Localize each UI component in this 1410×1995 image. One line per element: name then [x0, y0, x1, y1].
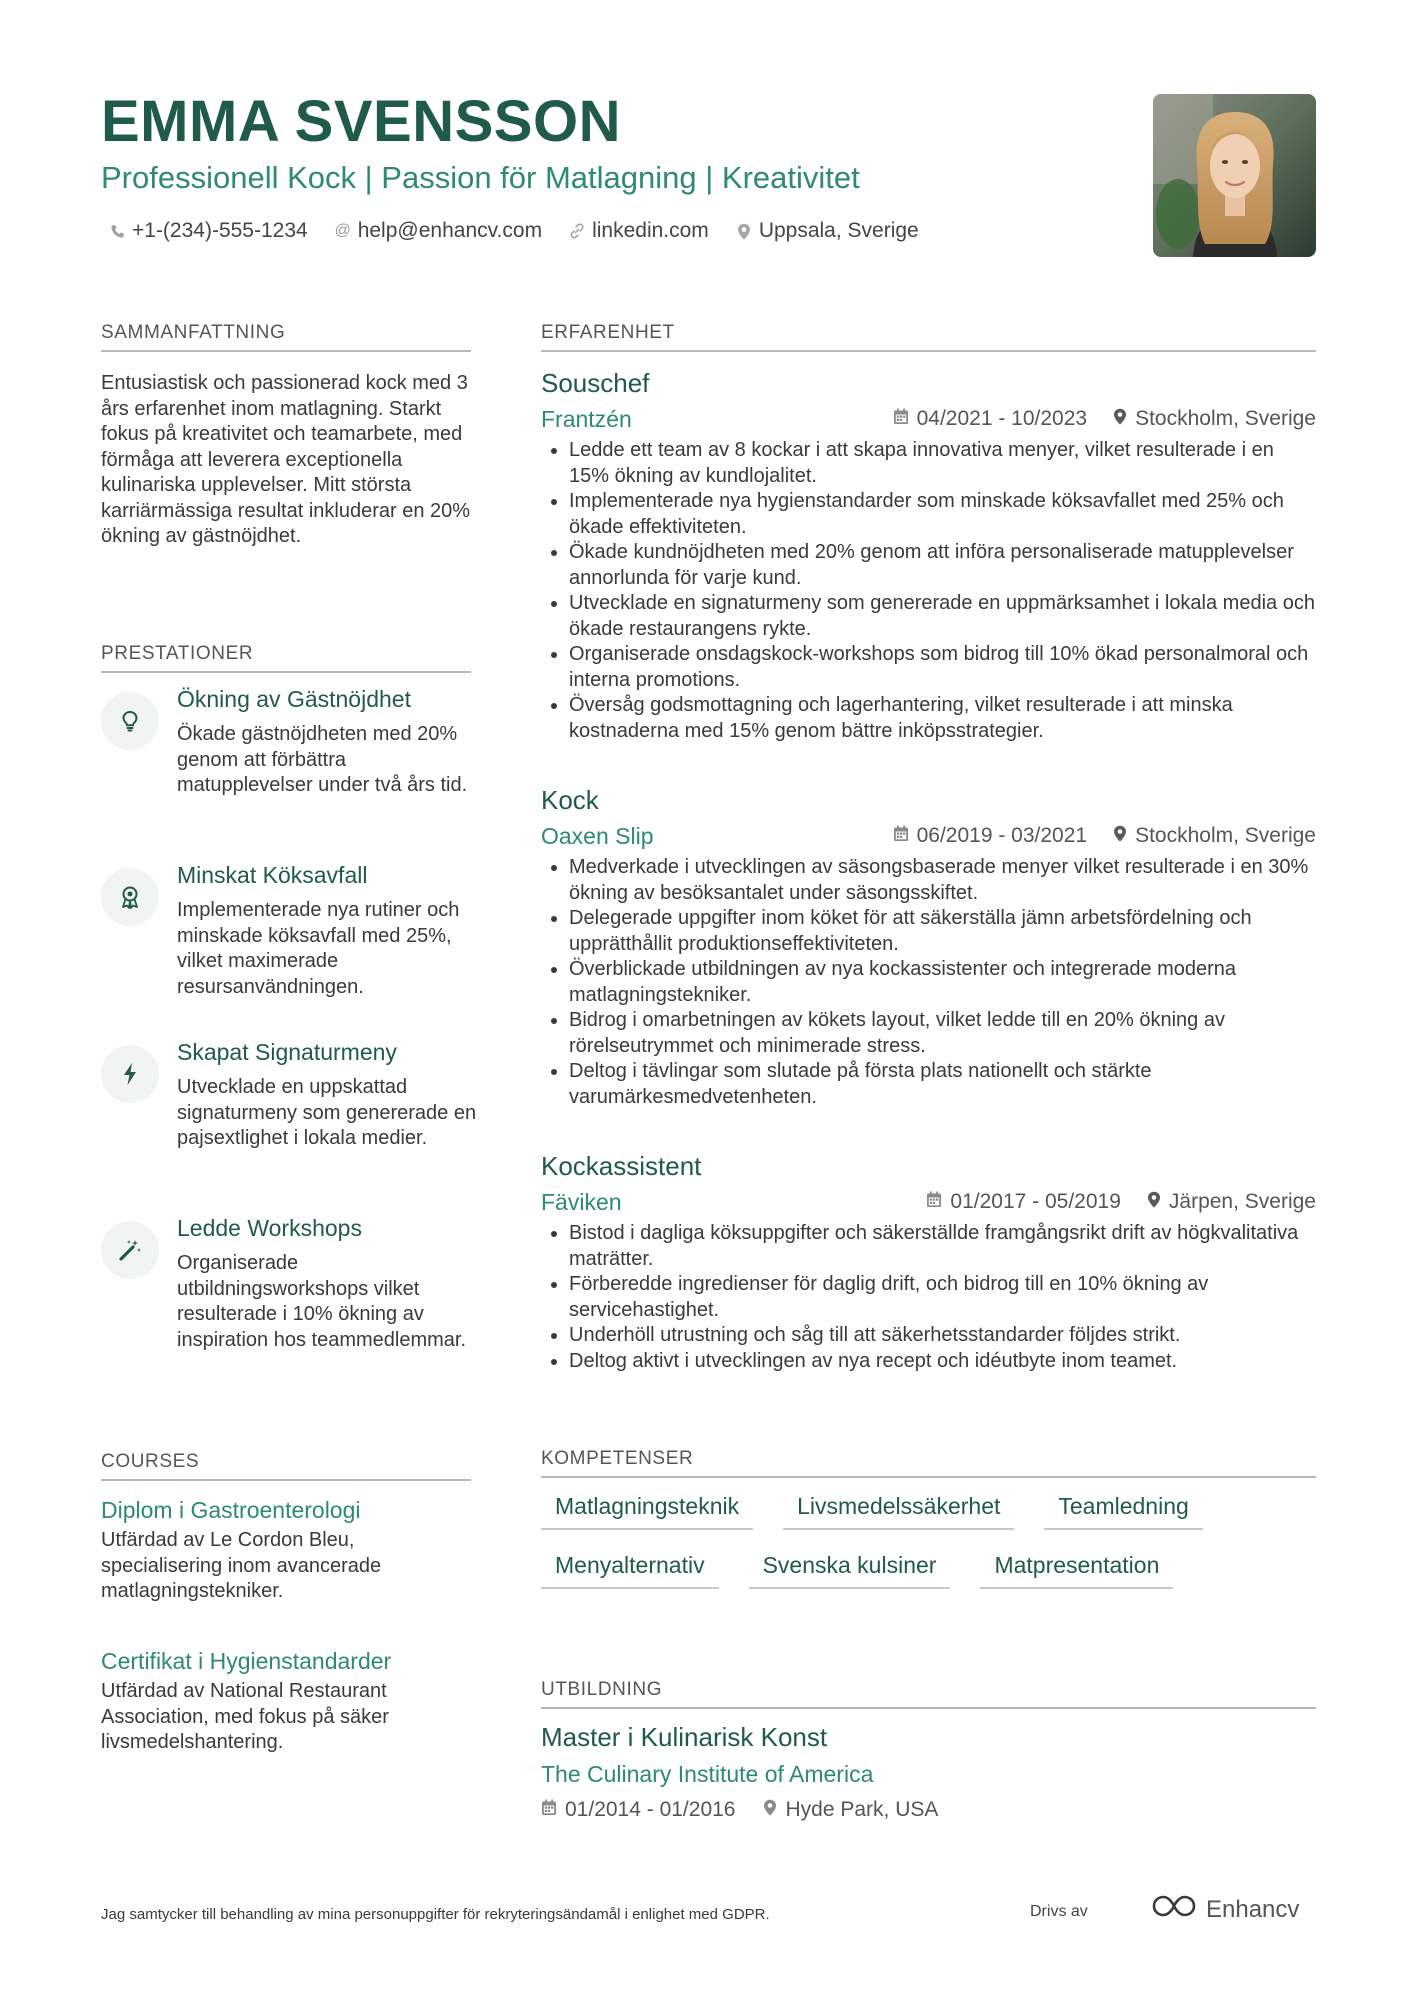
job-bullet: • Underhöll utrustning och såg till att säkerhetsstandarder följdes strikt.: [569, 1323, 1316, 1349]
job-company: Oaxen Slip: [541, 822, 654, 849]
job-bullet: • Implementerade nya hygienstandarder som minskade köksavfallet med 25% och ökade effektiviteten.: [569, 489, 1316, 540]
job-dates-text: 01/2017 - 05/2019: [950, 1190, 1121, 1213]
job-company: Fäviken: [541, 1188, 622, 1215]
course-title: Certifikat i Hygienstandarder: [101, 1648, 392, 1674]
calendar-icon: [893, 824, 909, 848]
job-entry: [541, 1151, 1316, 1374]
job-bullet: • Utvecklade en signaturmeny som genererade en uppmärksamhet i lokala media och ökade restaurangens rykte.: [569, 591, 1316, 642]
skill-tag: Menyalternativ: [541, 1552, 719, 1589]
education-entry: [541, 1722, 1316, 1822]
job-location: [1147, 1190, 1316, 1214]
job-meta-row: [541, 819, 1316, 853]
calendar-icon: [926, 1190, 942, 1214]
job-bullet: • Deltog i tävlingar som slutade på första plats nationellt och stärkte varumärkesmedvetenheten.: [569, 1059, 1316, 1110]
job-bullet: • Delegerade uppgifter inom köket för att säkerställa jämn arbetsfördelning och upprätthållit produktionseffektiviteten.: [569, 906, 1316, 957]
calendar-icon: [541, 1798, 557, 1822]
profile-photo: [1153, 94, 1316, 257]
education-dates-text: 01/2014 - 01/2016: [565, 1798, 736, 1821]
job-meta-row: [541, 402, 1316, 436]
job-meta: [926, 1190, 1316, 1214]
job-bullet: • Bistod i dagliga köksuppgifter och säkerställde framgångsrikt drift av högkvalitativa maträtter.: [569, 1221, 1316, 1272]
job-entry: [541, 785, 1316, 1110]
job-bullet: • Översåg godsmottagning och lagerhantering, vilket resulterade i att minska kostnaderna med 15% genom bättre inköpsstrategier.: [569, 693, 1316, 744]
email-text[interactable]: help@enhancv.com: [357, 219, 543, 242]
section-title-summary: SAMMANFATTNING: [101, 322, 471, 352]
section-title-skills: KOMPETENSER: [541, 1448, 1316, 1478]
location-pin-icon: [1147, 1190, 1161, 1214]
calendar-icon: [893, 407, 909, 431]
education-degree: Master i Kulinarisk Konst: [541, 1722, 828, 1752]
course-desc: Utfärdad av Le Cordon Bleu, specialisering inom avancerade matlagningstekniker.: [101, 1529, 382, 1602]
contact-bar: [108, 219, 919, 243]
job-dates-text: 06/2019 - 03/2021: [916, 824, 1088, 847]
skills-list: [541, 1493, 1316, 1589]
job-role: Souschef: [541, 368, 650, 398]
achievement-desc: Ökade gästnöjdheten med 20% genom att förbättra matupplevelser under två års tid.: [177, 723, 468, 796]
achievement-title: Skapat Signaturmeny: [177, 1039, 397, 1065]
job-location: [1113, 407, 1316, 431]
course-desc: Utfärdad av National Restaurant Association, med fokus på säker livsmedelshantering.: [101, 1680, 389, 1753]
job-role: Kock: [541, 785, 599, 815]
job-bullet: • Deltog aktivt i utvecklingen av nya recept och idéutbyte inom teamet.: [569, 1349, 1316, 1375]
job-dates: [893, 407, 1087, 431]
at-icon: @: [334, 222, 351, 239]
award-icon: [101, 868, 159, 926]
location-pin-icon: [1113, 824, 1127, 848]
job-entry: [541, 368, 1316, 744]
enhancv-logo-text: Enhancv: [1206, 1895, 1300, 1923]
job-bullet: • Medverkade i utvecklingen av säsongsbaserade menyer vilket resulterade i en 30% ökning av besöksantalet under säsongsskiftet.: [569, 855, 1316, 906]
link-icon: [568, 223, 586, 239]
job-location-text: Stockholm, Sverige: [1135, 407, 1316, 430]
job-bullet: • Överblickade utbildningen av nya kockassistenter och integrerade moderna matlagningstekniker.: [569, 957, 1316, 1008]
job-location-text: Stockholm, Sverige: [1135, 824, 1316, 847]
achievement-title: Ledde Workshops: [177, 1215, 362, 1241]
contact-location: [735, 219, 919, 243]
powered-by-label: Drivs av: [1030, 1903, 1088, 1920]
job-dates: [893, 824, 1087, 848]
phone-text: +1-(234)-555-1234: [132, 219, 308, 242]
education-meta: [541, 1798, 1316, 1822]
education-dates: [541, 1798, 735, 1822]
course-item: [101, 1497, 471, 1605]
job-location-text: Järpen, Sverige: [1168, 1190, 1316, 1213]
section-title-education: UTBILDNING: [541, 1679, 1316, 1709]
candidate-headline: Professionell Kock | Passion för Matlagning | Kreativitet: [101, 160, 860, 195]
location-pin-icon: [1113, 407, 1127, 431]
enhancv-logo-icon: [1150, 1893, 1198, 1926]
course-item: [101, 1648, 471, 1756]
job-role: Kockassistent: [541, 1151, 702, 1181]
job-dates: [926, 1190, 1120, 1214]
job-dates-text: 04/2021 - 10/2023: [916, 407, 1088, 430]
achievement-desc: Implementerade nya rutiner och minskade köksavfall med 25%, vilket maximerade resursanvändningen.: [177, 899, 460, 998]
job-bullet: • Organiserade onsdagskock-workshops som bidrog till 10% ökad personalmoral och interna promotions.: [569, 642, 1316, 693]
job-meta: [893, 407, 1316, 431]
summary-text: Entusiastisk och passionerad kock med 3 års erfarenhet inom matlagning. Starkt fokus på kreativitet och teamarbete, med förmåga att leverera exceptionella kulinariska upplevelser. Mitt största karriärmässiga resultat inkluderar en 20% ökning av gästnöjdhet.: [101, 372, 471, 547]
section-title-courses: COURSES: [101, 1451, 471, 1481]
achievement-title: Ökning av Gästnöjdhet: [177, 686, 411, 712]
job-bullets: [541, 1221, 1316, 1374]
job-company: Frantzén: [541, 405, 632, 432]
skill-tag: Livsmedelssäkerhet: [783, 1493, 1014, 1530]
contact-email[interactable]: [334, 219, 542, 243]
achievement-desc: Utvecklade en uppskattad signaturmeny som genererade en pajsextlighet i lokala medier.: [177, 1076, 477, 1149]
skill-tag: Matpresentation: [980, 1552, 1173, 1589]
job-bullets: [541, 438, 1316, 744]
job-bullet: • Bidrog i omarbetningen av kökets layout, vilket ledde till en 20% ökning av rörelseutrymmet och minimerade stress.: [569, 1008, 1316, 1059]
enhancv-logo[interactable]: [1150, 1893, 1299, 1926]
section-title-experience: ERFARENHET: [541, 322, 1316, 352]
skill-tag: Svenska kulsiner: [749, 1552, 951, 1589]
location-pin-icon: [763, 1798, 777, 1822]
lightbulb-icon: [101, 692, 159, 750]
location-pin-icon: [735, 223, 753, 240]
achievement-title: Minskat Köksavfall: [177, 862, 368, 888]
lightning-icon: [101, 1045, 159, 1103]
location-text: Uppsala, Sverige: [758, 219, 919, 242]
contact-phone: [108, 219, 308, 243]
job-location: [1113, 824, 1316, 848]
contact-linkedin[interactable]: [568, 219, 709, 243]
candidate-name: EMMA SVENSSON: [101, 89, 621, 154]
education-location-text: Hyde Park, USA: [785, 1798, 939, 1821]
achievement-desc: Organiserade utbildningsworkshops vilket resulterade i 10% ökning av inspiration hos teammedlemmar.: [177, 1252, 467, 1351]
skill-tag: Matlagningsteknik: [541, 1493, 753, 1530]
linkedin-text[interactable]: linkedin.com: [592, 219, 709, 242]
job-bullet: • Ökade kundnöjdheten med 20% genom att införa personaliserade matupplevelser annorlunda för varje kund.: [569, 540, 1316, 591]
phone-icon: [108, 224, 126, 239]
job-meta: [893, 824, 1316, 848]
course-title: Diplom i Gastroenterologi: [101, 1497, 361, 1523]
education-school: The Culinary Institute of America: [541, 1761, 874, 1787]
magic-wand-icon: [101, 1221, 159, 1279]
education-location: [763, 1798, 938, 1822]
job-bullet: • Förberedde ingredienser för daglig drift, och bidrog till en 10% ökning av servicehastighet.: [569, 1272, 1316, 1323]
job-bullets: [541, 855, 1316, 1110]
job-meta-row: [541, 1185, 1316, 1219]
skill-tag: Teamledning: [1044, 1493, 1202, 1530]
gdpr-consent: Jag samtycker till behandling av mina personuppgifter för rekryteringsändamål i enlighet med GDPR.: [101, 1906, 770, 1923]
job-bullet: • Ledde ett team av 8 kockar i att skapa innovativa menyer, vilket resulterade i en 15% ökning av kundlojalitet.: [569, 438, 1316, 489]
section-title-achievements: PRESTATIONER: [101, 643, 471, 673]
